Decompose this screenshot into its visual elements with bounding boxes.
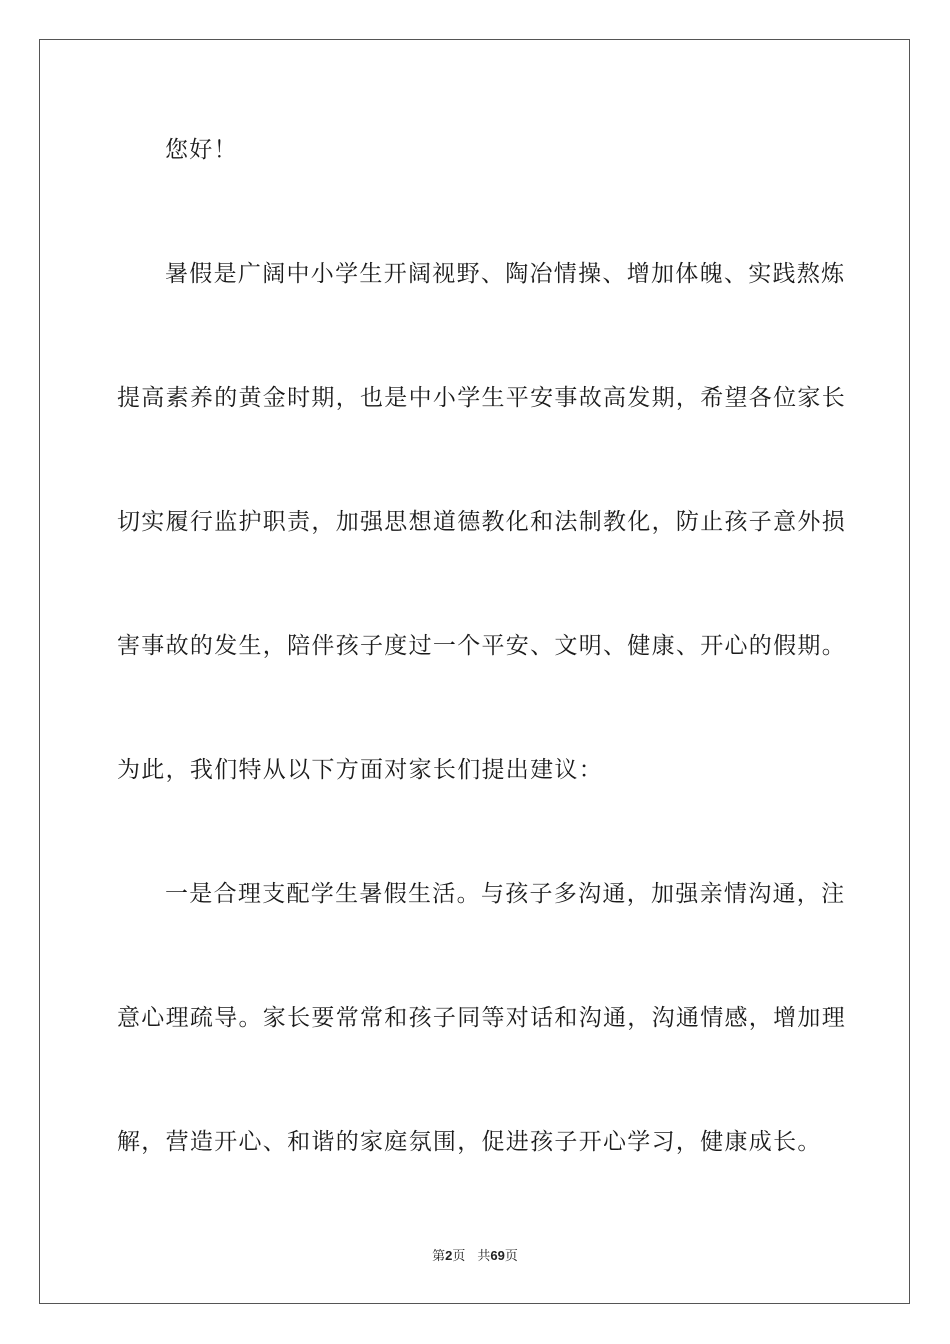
page-border [39, 39, 910, 1304]
page-prefix: 第 [432, 1249, 446, 1264]
page-suffix: 页 [452, 1249, 466, 1264]
total-suffix: 页 [504, 1249, 518, 1264]
total-prefix: 共 [477, 1249, 491, 1264]
text-line-4: 害事故的发生，陪伴孩子度过一个平安、文明、健康、开心的假期。 [117, 633, 846, 659]
total-pages: 69 [490, 1248, 505, 1263]
page-number: 2 [445, 1248, 453, 1263]
text-line-2: 提高素养的黄金时期，也是中小学生平安事故高发期，希望各位家长 [117, 385, 846, 411]
text-line-7: 意心理疏导。家长要常常和孩子同等对话和沟通，沟通情感，增加理 [117, 1005, 846, 1031]
page-footer [0, 1247, 950, 1266]
text-line-5: 为此，我们特从以下方面对家长们提出建议： [117, 757, 603, 783]
text-line-1: 暑假是广阔中小学生开阔视野、陶冶情操、增加体魄、实践熬炼 [165, 261, 846, 287]
text-line-6: 一是合理支配学生暑假生活。与孩子多沟通，加强亲情沟通，注 [165, 881, 846, 907]
text-line-8: 解，营造开心、和谐的家庭氛围，促进孩子开心学习，健康成长。 [117, 1129, 822, 1155]
text-line-3: 切实履行监护职责，加强思想道德教化和法制教化，防止孩子意外损 [117, 509, 846, 535]
greeting-line: 您好！ [165, 137, 238, 163]
